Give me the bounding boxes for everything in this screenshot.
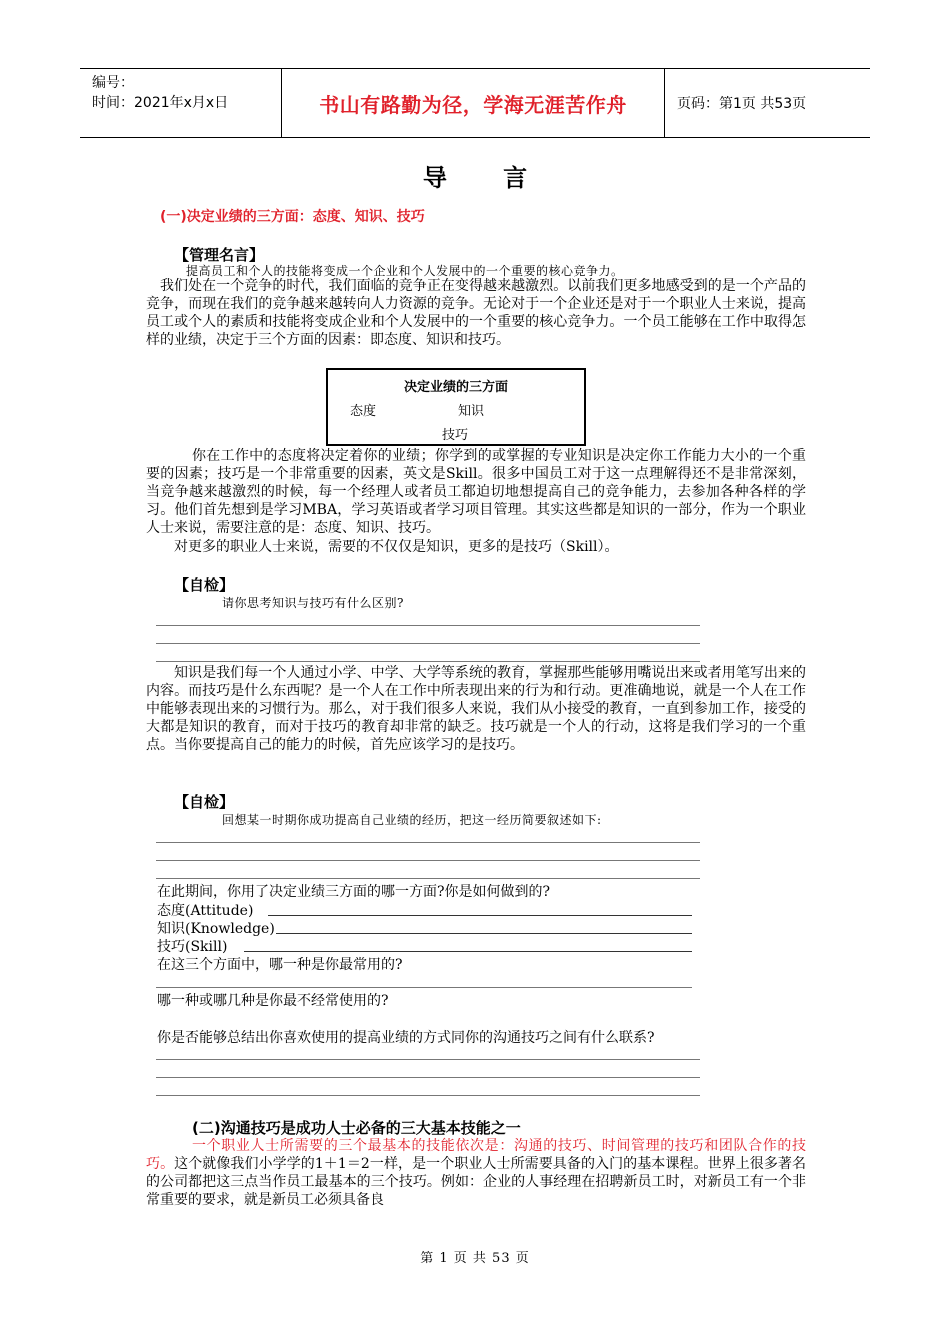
- page-title: 导 言: [422, 164, 552, 192]
- selfcheck1-label: 【自检】: [174, 576, 235, 594]
- performance-factors-box: [326, 368, 586, 446]
- answer-line: [268, 915, 692, 916]
- answer-line: [156, 878, 700, 879]
- header-motto-cell: [282, 69, 665, 137]
- date-label: 时间：2021年x月x日: [92, 95, 229, 111]
- code-label: 编号：: [92, 75, 134, 91]
- question-relation: 你是否能够总结出你喜欢使用的提高业绩的方式同你的沟通技巧之间有什么联系?: [157, 1030, 655, 1046]
- question-least: 哪一种或哪几种是你最不经常使用的?: [157, 993, 389, 1009]
- management-quote: 提高员工和个人的技能将变成一个企业和个人发展中的一个重要的核心竞争力。: [186, 264, 624, 278]
- box-attitude: 态度: [350, 404, 377, 419]
- header-table: [80, 68, 870, 138]
- paragraph-5-rest: 这个就像我们小学学的1＋1＝2一样，是一个职业人士所需要具备的入门的基本课程。世界上很多著名的公司都把这三点当作员工最基本的三个技巧。例如：企业的人事经理在招聘新员工时，对新员工有一个非常重要的要求，就是新员工必须具备良: [146, 1156, 806, 1208]
- answer-line: [156, 625, 700, 626]
- answer-line: [156, 1095, 700, 1096]
- motto: 书山有路勤为径，学海无涯苦作舟: [319, 92, 627, 117]
- quote-label: 【管理名言】: [174, 246, 265, 264]
- paragraph-4: 知识是我们每一个人通过小学、中学、大学等系统的教育，掌握那些能够用嘴说出来或者用笔写出来的内容。而技巧是什么东西呢？是一个人在工作中所表现出来的行为和行动。更准确地说，就是一个人在工作中能够表现出来的习惯行为。那么，对于我们很多人来说，我们从小接受的教育，一直到参加工作，接受的大都是知识的教育，而对于技巧的教育却非常的缺乏。技巧就是一个人的行动，这将是我们学习的一个重点。当你要提高自己的能力的时候，首先应该学习的是技巧。: [146, 665, 806, 753]
- selfcheck1-question: 请你思考知识与技巧有什么区别?: [222, 596, 404, 610]
- answer-line: [156, 661, 700, 662]
- answer-line: [156, 643, 700, 644]
- answer-line: [156, 860, 700, 861]
- question-skill: 技巧(Skill): [157, 939, 228, 955]
- question-attitude: 态度(Attitude): [157, 903, 254, 919]
- page-info: 页码：第1页 共53页: [677, 96, 807, 112]
- key-skills-sentence: 一个职业人士所需要的三个最基本的技能依次是：沟通的技巧、时间管理的技巧和团队合作的技巧。: [146, 1138, 806, 1172]
- paragraph-5: [146, 1137, 806, 1209]
- answer-line: [276, 933, 692, 934]
- box-skill: 技巧: [442, 428, 469, 443]
- paragraph-1: 我们处在一个竞争的时代，我们面临的竞争正在变得越来越激烈。以前我们更多地感受到的是一个产品的竞争，而现在我们的竞争越来越转向人力资源的竞争。无论对于一个企业还是对于一个职业人士来说，提高员工或个人的素质和技能将变成企业和个人发展中的一个重要的核心竞争力。一个员工能够在工作中取得怎样的业绩，决定于三个方面的因素：即态度、知识和技巧。: [146, 278, 806, 348]
- paragraph-3: 对更多的职业人士来说，需要的不仅仅是知识，更多的是技巧（Skill）。: [174, 539, 619, 555]
- answer-line: [156, 987, 692, 988]
- answer-line: [244, 951, 692, 952]
- selfcheck2-question: 回想某一时期你成功提高自己业绩的经历，把这一经历简要叙述如下:: [222, 813, 602, 827]
- answer-line: [156, 842, 700, 843]
- box-knowledge: 知识: [458, 404, 485, 419]
- answer-line: [156, 1077, 700, 1078]
- selfcheck2-label: 【自检】: [174, 793, 235, 811]
- question-period: 在此期间，你用了决定业绩三方面的哪一方面?你是如何做到的?: [157, 884, 551, 900]
- page-footer: 第 1 页 共 53 页: [420, 1251, 530, 1266]
- section2-heading: (二)沟通技巧是成功人士必备的三大基本技能之一: [192, 1119, 521, 1137]
- question-knowledge: 知识(Knowledge): [157, 921, 275, 937]
- header-meta-cell: [80, 69, 282, 137]
- box-title: 决定业绩的三方面: [403, 380, 508, 395]
- question-most: 在这三个方面中，哪一种是你最常用的?: [157, 957, 403, 973]
- header-page-cell: [665, 69, 870, 137]
- paragraph-2: 你在工作中的态度将决定着你的业绩；你学到的或掌握的专业知识是决定你工作能力大小的一个重要的因素；技巧是一个非常重要的因素，英文是Skill。很多中国员工对于这一点理解得还不是非常深刻，当竞争越来越激烈的时候，每一个经理人或者员工都迫切地想提高自己的竞争能力，去参加各种各样的学习。他们首先想到是学习MBA，学习英语或者学习项目管理。其实这些都是知识的一部分，作为一个职业人士来说，需要注意的是：态度、知识、技巧。: [146, 448, 806, 536]
- answer-line: [156, 1059, 700, 1060]
- section1-heading: (一)决定业绩的三方面：态度、知识、技巧: [160, 209, 425, 225]
